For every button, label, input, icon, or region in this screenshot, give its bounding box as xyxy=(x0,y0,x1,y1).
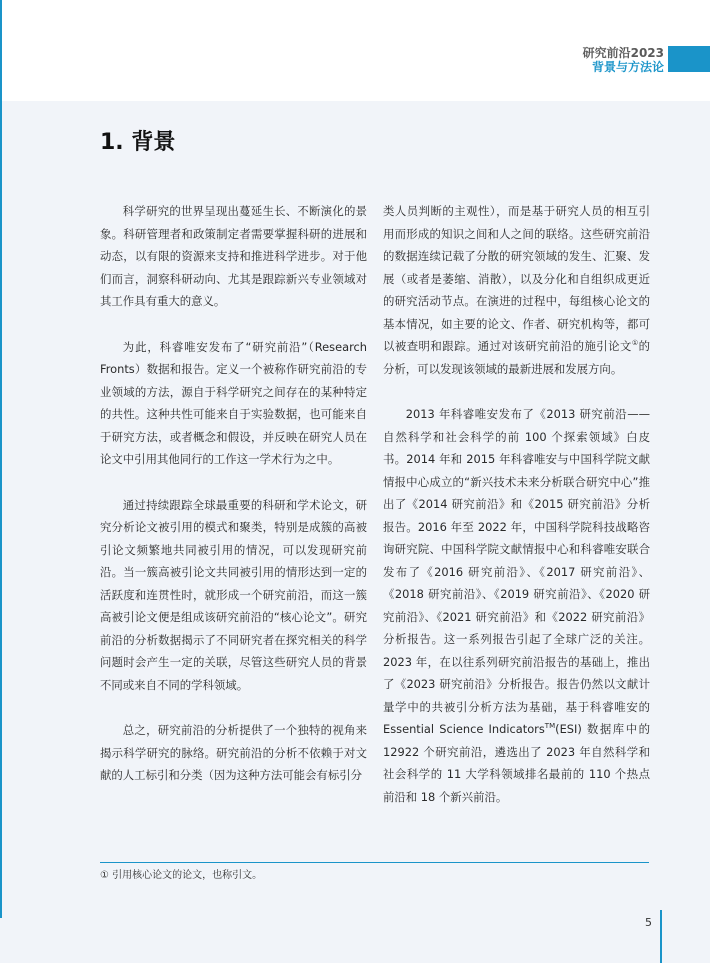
footnote-divider xyxy=(100,862,649,863)
footnote: ① 引用核心论文的论文，也称引文。 xyxy=(100,870,263,881)
paragraph-4-tail-text: 的分析，可以发现该领域的最新进展和发展方向。 xyxy=(383,339,650,376)
paragraph-5-text-a: 2013 年科睿唯安发布了《2013 研究前沿——自然科学和社会科学的前 100 个探索领域》白皮书。2014 年和 2015 年科睿唯安与中国科学院文献情报中心成立的“新兴技术未来分析联合研究中心”推出了《2014 研究前沿》和《2015 研究前沿》分析报告。2016 年至 2022 年，中国科学院科技战略咨询研究院、中国科学院文献情报中心和科睿唯安联合发布了《2016 研究前沿》、《2017 研究前沿》、《2018 研究前沿》、《2019 研究前沿》、《2020 研究前沿》、《2021 研究前沿》和《2022 研究前沿》分析报告。这一系列报告引起了全球广泛的关注。2023 年，在以往系列研究前沿报告的基础上，推出了《2023 研究前沿》分析报告。报告仍然以文献计量学中的共被引分析方法为基础，基于科睿唯安的 Essential Science Indicators xyxy=(383,407,650,736)
page-number-rule xyxy=(660,910,662,963)
trademark-mark: TM xyxy=(544,722,556,731)
footnote-marker: ① xyxy=(631,339,639,348)
running-header-title: 研究前沿2023 xyxy=(582,46,664,60)
paragraph-2: 为此，科睿唯安发布了“研究前沿”（Research Fronts）数据和报告。定义一个被称作研究前沿的专业领域的方法，源自于科学研究之间存在的某种特定的共性。这种共性可能来自于实验数据，也可能来自于研究方法，或者概念和假设，并反映在研究人员在论文中引用其他同行的工作这一学术行为之中。 xyxy=(100,339,367,466)
paragraph-3: 通过持续跟踪全球最重要的科研和学术论文，研究分析论文被引用的模式和聚类，特别是成簇的高被引论文频繁地共同被引用的情况，可以发现研究前沿。当一簇高被引论文共同被引用的情形达到一定的活跃度和连贯性时，就形成一个研究前沿，而这一簇高被引论文便是组成该研究前沿的“核心论文”。研究前沿的分析数据揭示了不同研究者在探究相关的科学问题时会产生一定的关联，尽管这些研究人员的背景不同或来自不同的学科领域。 xyxy=(100,497,367,692)
left-accent-rule xyxy=(0,0,2,918)
running-header-subtitle: 背景与方法论 xyxy=(591,60,664,74)
right-column xyxy=(383,200,650,831)
header-accent-bar xyxy=(668,46,710,72)
paragraph-5-text-b: (ESI) 数据库中的 12922 个研究前沿，遴选出了 2023 年自然科学和社会科学的 11 大学科领域排名最前的 110 个热点前沿和 18 个新兴前沿。 xyxy=(383,722,650,804)
paragraph-4-continued xyxy=(383,200,650,380)
section-title: 1. 背景 xyxy=(100,130,176,155)
paragraph-5 xyxy=(383,403,650,808)
paragraph-1: 科学研究的世界呈现出蔓延生长、不断演化的景象。科研管理者和政策制定者需要掌握科研的进展和动态，以有限的资源来支持和推进科学进步。对于他们而言，洞察科研动向、尤其是跟踪新兴专业领域对其工作具有重大的意义。 xyxy=(100,204,367,308)
paragraph-4-continued-text: 类人员判断的主观性），而是基于研究人员的相互引用而形成的知识之间和人之间的联络。这些研究前沿的数据连续记载了分散的研究领域的发生、汇聚、发展（或者是萎缩、消散），以及分化和自组织成更近的研究活动节点。在演进的过程中，每组核心论文的基本情况，如主要的论文、作者、研究机构等，都可以被查明和跟踪。通过对该研究前沿的施引论文 xyxy=(383,204,650,353)
paragraph-4: 总之，研究前沿的分析提供了一个独特的视角来揭示科学研究的脉络。研究前沿的分析不依赖于对文献的人工标引和分类（因为这种方法可能会有标引分 xyxy=(100,723,367,782)
page-number: 5 xyxy=(645,916,652,929)
left-column xyxy=(100,200,367,810)
running-header xyxy=(583,47,664,74)
